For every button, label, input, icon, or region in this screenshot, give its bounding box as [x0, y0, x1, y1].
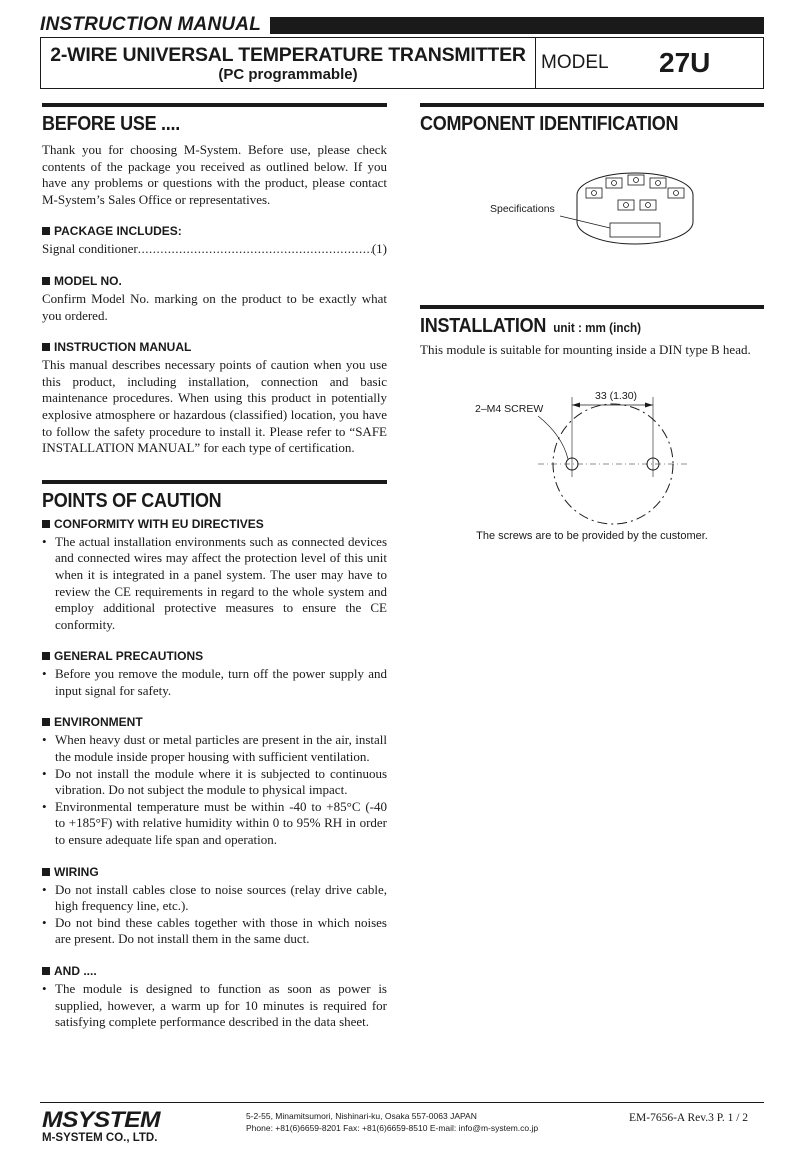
- company-address: [246, 1110, 538, 1134]
- bullet-icon: •: [42, 881, 47, 897]
- square-bullet-icon: [42, 652, 50, 660]
- package-heading: [42, 224, 387, 238]
- model-no-heading: [42, 274, 387, 288]
- doc-type-heading: INSTRUCTION MANUAL: [40, 14, 262, 35]
- installation-title-text: INSTALLATION: [420, 315, 547, 337]
- section-rule: [42, 103, 387, 107]
- bullet-icon: •: [42, 732, 47, 748]
- bullet-icon: •: [42, 533, 47, 549]
- package-heading-text: PACKAGE INCLUDES:: [54, 224, 182, 239]
- list-item: [42, 766, 387, 799]
- environment-item-text: Do not install the module where it is subjected to continuous vibration. Do not subject the module to physical impact.: [55, 765, 387, 798]
- product-title: 2-WIRE UNIVERSAL TEMPERATURE TRANSMITTER: [50, 44, 526, 66]
- model-no-text: Confirm Model No. marking on the product to be exactly what you ordered.: [42, 290, 387, 323]
- arrow-right-icon: [645, 402, 653, 407]
- list-item: [42, 534, 387, 634]
- product-subtitle: (PC programmable): [218, 66, 358, 83]
- model-no-heading-text: MODEL NO.: [54, 273, 122, 288]
- general-item-text: Before you remove the module, turn off the power supply and input signal for safety.: [55, 666, 387, 698]
- screw-icon: [656, 181, 661, 186]
- and-heading-text: AND ....: [54, 964, 97, 978]
- installation-title: [420, 315, 730, 338]
- package-item-row: [42, 241, 387, 258]
- document-id: EM-7656-A Rev.3 P. 1 / 2: [629, 1112, 749, 1124]
- section-rule: [42, 480, 387, 484]
- package-item: Signal conditioner: [42, 241, 138, 257]
- eu-item-text: The actual installation environments such as connected devices and connected wires may affect the protection level of this unit when it is integrated in a panel system. The user may have to review the CE requirements in regard to the whole system and employ additional protective measures to ensure the CE conformity.: [55, 533, 387, 632]
- before-use-title: BEFORE USE ....: [42, 113, 180, 135]
- manual-text: This manual describes necessary points of caution when you use this product, including installation, connection and basic maintenance procedures. When using this product in potentially explosive atmosphere or hazardous (classified) location, you have to follow the safety procedure to install it. Please refer to “SAFE INSTALLATION MANUAL” for each type of certification.: [42, 357, 387, 456]
- before-use-intro: Thank you for choosing M-System. Before use, please check contents of the package you received as outlined below. If you have any problems or questions with the product, please contact M-System’s Sales Office or representatives.: [42, 142, 387, 207]
- square-bullet-icon: [42, 718, 50, 726]
- manual-heading-text: INSTRUCTION MANUAL: [54, 340, 192, 355]
- general-heading: [42, 649, 387, 663]
- company-name: M-SYSTEM CO., LTD.: [42, 1132, 158, 1144]
- header-bar: [270, 17, 764, 34]
- bullet-icon: •: [42, 981, 47, 996]
- eu-heading: [42, 517, 387, 531]
- screw-icon: [634, 178, 639, 183]
- wiring-item-text: Do not bind these cables together with those in which noises are present. Do not install them in the same duct.: [55, 914, 387, 947]
- square-bullet-icon: [42, 967, 50, 975]
- list-item: [42, 666, 387, 699]
- right-column: [420, 103, 764, 542]
- general-heading-text: GENERAL PRECAUTIONS: [54, 649, 204, 664]
- square-bullet-icon: [42, 868, 50, 876]
- list-item: [42, 915, 387, 948]
- screw-icon: [612, 181, 617, 186]
- specifications-callout: Specifications: [490, 203, 555, 215]
- wiring-heading: [42, 865, 387, 879]
- caution-title: POINTS OF CAUTION: [42, 489, 222, 512]
- and-item-text: The module is designed to function as soon as power is supplied, however, a warm up for 10 minutes is required for satisfying complete performance described in the data sheet.: [55, 981, 387, 1030]
- section-rule: [420, 305, 764, 309]
- list-item: [42, 732, 387, 765]
- title-box: [40, 37, 764, 89]
- section-rule: [420, 103, 764, 107]
- installation-caption: The screws are to be provided by the customer.: [476, 529, 708, 542]
- square-bullet-icon: [42, 227, 50, 235]
- environment-heading: [42, 715, 387, 729]
- component-title: COMPONENT IDENTIFICATION: [420, 113, 679, 135]
- manual-heading: [42, 340, 387, 354]
- eu-heading-text: CONFORMITY WITH EU DIRECTIVES: [54, 516, 264, 531]
- screw-icon: [624, 203, 629, 208]
- square-bullet-icon: [42, 343, 50, 351]
- msystem-logo: MSYSTEM: [42, 1107, 160, 1132]
- square-bullet-icon: [42, 520, 50, 528]
- screw-icon: [592, 191, 597, 196]
- leader-dots: [138, 241, 372, 258]
- arrow-left-icon: [572, 402, 580, 407]
- square-bullet-icon: [42, 277, 50, 285]
- module-illustration: [420, 140, 764, 250]
- installation-unit: unit : mm (inch): [553, 320, 642, 335]
- title-divider: [535, 38, 536, 88]
- model-value: 27U: [659, 47, 711, 78]
- wiring-heading-text: WIRING: [54, 864, 99, 879]
- package-qty: (1): [371, 241, 387, 257]
- bullet-icon: •: [42, 666, 47, 682]
- list-item: [42, 799, 387, 849]
- bullet-icon: •: [42, 914, 47, 930]
- mounting-diagram: [420, 367, 764, 527]
- bullet-icon: •: [42, 798, 47, 814]
- dimension-label: 33 (1.30): [595, 389, 638, 402]
- environment-heading-text: ENVIRONMENT: [54, 715, 143, 730]
- address-line: 5-2-55, Minamitsumori, Nishinari-ku, Osaka 557-0063 JAPAN: [246, 1111, 477, 1121]
- bullet-icon: •: [42, 765, 47, 781]
- installation-text: This module is suitable for mounting inside a DIN type B head.: [420, 342, 751, 357]
- model-label: MODEL: [541, 52, 609, 73]
- left-column: [42, 103, 387, 1031]
- contact-line: Phone: +81(6)6659-8201 Fax: +81(6)6659-8510 E-mail: info@m-system.co.jp: [246, 1123, 539, 1133]
- list-item: [42, 882, 387, 915]
- screw-leader-line: [538, 416, 568, 459]
- and-heading: [42, 964, 387, 978]
- environment-item-text: When heavy dust or metal particles are present in the air, install the module inside proper housing with sufficient ventilation.: [55, 732, 387, 765]
- wiring-item-text: Do not install cables close to noise sources (relay drive cable, high frequency line, etc.).: [55, 881, 387, 914]
- screw-label: 2–M4 SCREW: [475, 402, 544, 415]
- screw-icon: [646, 203, 651, 208]
- list-item: [42, 981, 387, 1031]
- screw-icon: [674, 191, 679, 196]
- environment-item-text: Environmental temperature must be within -40 to +85°C (-40 to +185°F) with relative humidity within 0 to 95% RH in order to ensure adequate life span and operation.: [55, 798, 387, 848]
- footer-rule: [40, 1102, 764, 1103]
